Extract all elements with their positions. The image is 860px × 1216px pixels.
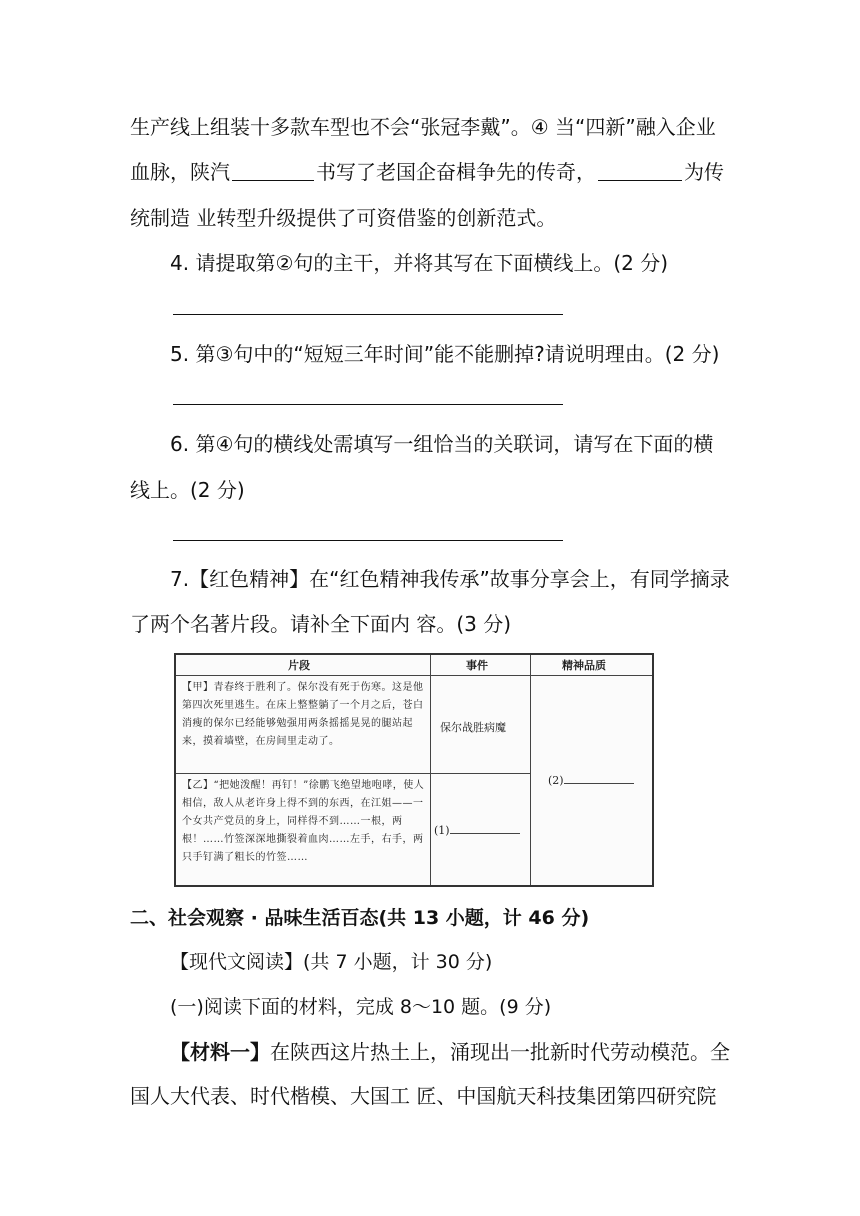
paragraph-line-1: 生产线上组装十多款车型也不会“张冠李戴”。④ 当“四新”融入企业 [130,115,716,139]
blank-2-label: (2) [548,774,564,787]
fragment-table [174,653,654,887]
quality-blank[interactable] [548,773,634,787]
table-row-rule-event [430,773,530,774]
blank-2-line[interactable] [564,773,634,784]
table-header-rule [176,675,652,676]
question-6-line-2: 线上。(2 分) [130,478,245,502]
table-header-quality: 精神品质 [562,659,606,672]
event-b-blank[interactable] [434,823,520,837]
answer-line-q5[interactable] [173,404,563,405]
material-1-line-2: 国人大代表、时代楷模、大国工 匠、中国航天科技集团第四研究院 [130,1084,717,1108]
table-col-rule-2 [530,655,531,885]
table-col-rule-1 [430,655,431,885]
answer-line-q6[interactable] [173,540,563,541]
paragraph-line-2-b: 书写了老国企奋楫争先的传奇， [316,160,596,184]
table-header-event: 事件 [466,659,488,672]
section-2-title: 二、社会观察 · 品味生活百态(共 13 小题，计 46 分) [130,907,590,929]
fill-blank-2[interactable] [598,160,682,181]
fill-blank-1[interactable] [232,160,314,181]
question-4: 4. 请提取第②句的主干，并将其写在下面横线上。(2 分) [170,251,669,275]
section-2-subtitle: 【现代文阅读】(共 7 小题，计 30 分) [170,951,493,973]
question-5: 5. 第③句中的“短短三年时间”能不能删掉?请说明理由。(2 分) [170,342,720,366]
table-header-fragment: 片段 [288,659,310,672]
question-6-line-1: 6. 第④句的横线处需填写一组恰当的关联词，请写在下面的横 [170,432,714,456]
reading-part-1: (一)阅读下面的材料，完成 8～10 题。(9 分) [170,996,552,1018]
fragment-b-text: 【乙】“把她泼醒！再钉！”徐鹏飞绝望地咆哮，使人相信，敌人从老许身上得不到的东西，在江姐——一个女共产党员的身上，同样得不到……一根，两根！……竹签深深地撕裂着血肉……左手，右手，两只手钉满了粗长的竹签…… [182,780,425,863]
answer-line-q4[interactable] [173,314,563,315]
blank-1-label: (1) [434,824,450,837]
paragraph-line-2-a: 血脉，陕汽 [130,160,230,184]
paragraph-line-2-c: 为传 [684,160,724,184]
question-7-line-1: 7.【红色精神】在“红色精神我传承”故事分享会上，有同学摘录 [170,567,730,591]
table-row-rule [176,773,430,774]
fragment-a-text: 【甲】青春终于胜利了。保尔没有死于伤寒。这是他第四次死里逃生。在床上整整躺了一个月之后，苍白消瘦的保尔已经能够勉强用两条摇摇晃晃的腿站起来，摸着墙壁，在房间里走动了。 [182,682,424,747]
paragraph-line-2 [130,160,724,184]
paragraph-line-3: 统制造 业转型升级提供了可资借鉴的创新范式。 [130,206,557,230]
material-1-line-1 [170,1040,730,1064]
question-7-line-2: 了两个名著片段。请补全下面内 容。(3 分) [130,612,512,636]
material-1-label: 【材料一】 [170,1040,270,1064]
event-a-text: 保尔战胜病魔 [440,721,506,734]
blank-1-line[interactable] [450,823,520,834]
material-1-text: 在陕西这片热土上，涌现出一批新时代劳动模范。全 [270,1040,730,1064]
